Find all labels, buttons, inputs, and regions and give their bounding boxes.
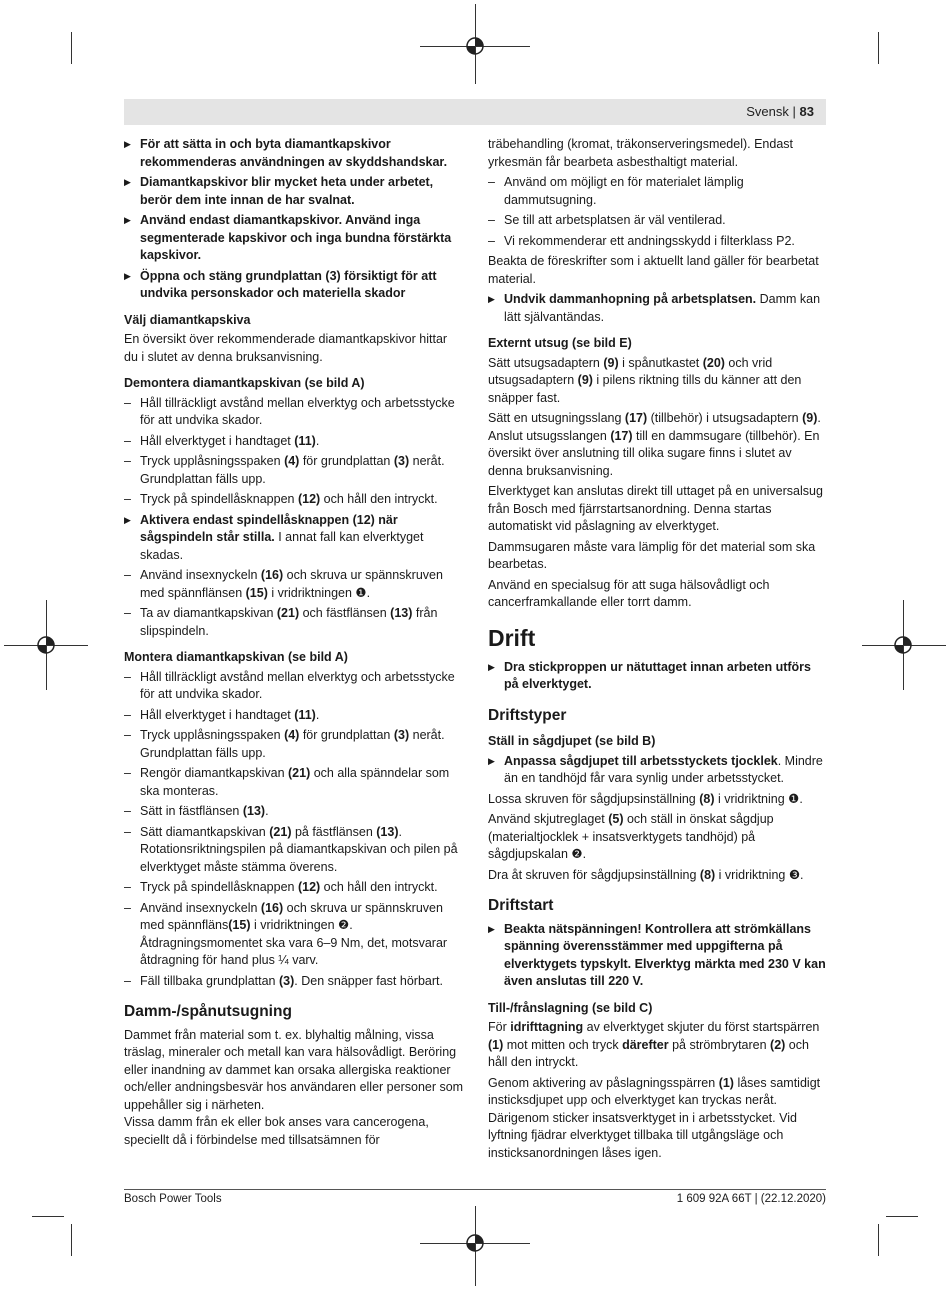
paragraph — [488, 577, 828, 612]
text-run: Ta av diamantkapskivan — [140, 606, 277, 620]
text-run: Tryck upplåsningsspaken — [140, 728, 285, 742]
bold-text: (2) — [770, 1037, 786, 1052]
text-run: Tryck på spindellåsknappen — [140, 492, 298, 506]
paragraph: En översikt över rekommenderade diamantkapskivor hittar du i slutet av denna bruksanvisning. — [124, 332, 448, 364]
text-run: och håll den intryckt. — [488, 1037, 809, 1069]
text-run: i pilens riktning tills du känner att den snäpper fast. — [488, 373, 802, 405]
list-item — [124, 433, 464, 451]
crop-mark — [32, 1216, 64, 1217]
section-title: Driftstyper — [488, 706, 567, 724]
bold-text: därefter — [622, 1037, 669, 1052]
bold-text: (15) — [228, 918, 251, 932]
list-item — [488, 233, 828, 251]
list-item — [124, 803, 464, 821]
section-title: Driftstart — [488, 897, 554, 914]
crop-mark — [886, 1216, 918, 1217]
text-run: . Rotationsriktningspilen på diamantkapskivan och pilen på elverktyget måste stämma överens. — [140, 824, 458, 874]
text-run: och skruva ur spännskruven med spännflänsen — [140, 568, 443, 600]
bold-text: (13) — [390, 606, 413, 620]
bold-text: (3) — [393, 454, 410, 468]
bold-text: Aktivera endast spindellåsknappen (12) när sågspindeln står stilla. — [140, 512, 398, 544]
crop-mark — [71, 32, 72, 64]
bold-text: (17) — [624, 411, 648, 425]
text-run: Lossa skruven för sågdjupsinställning — [488, 791, 700, 806]
text-run: för grundplattan — [299, 454, 394, 468]
text-run: Se till att arbetsplatsen är väl ventilerad. — [504, 213, 726, 227]
page-header-text — [746, 104, 814, 119]
bold-text: idrifttagning — [510, 1020, 584, 1034]
bold-text: (12) — [297, 880, 321, 894]
mount-steps — [124, 669, 464, 991]
list-item — [488, 212, 828, 230]
section-heading: Till-/frånslagning (se bild C) — [488, 1000, 653, 1015]
paragraph — [488, 867, 828, 885]
paragraph: Vissa damm från ek eller bok anses vara cancerogena, speciellt då i förbindelse med tillsatsämnen för — [124, 1115, 429, 1147]
paragraph: Dammet från material som t. ex. blyhaltig målning, vissa träslag, mineraler och metall kan vara hälsovådligt. Beröring eller inandning av dammet kan orsaka allergiska reaktioner och/eller andningsbesvär hos användaren eller personer som uppehåller sig i närheten. — [124, 1027, 464, 1112]
list-item — [124, 824, 464, 877]
text-run: . — [265, 804, 269, 818]
bold-text: (11) — [294, 707, 316, 722]
text-run: i spånutkastet — [618, 355, 703, 370]
text-run: Sätt en utsugningsslang — [488, 411, 625, 425]
bold-text: (13) — [242, 804, 266, 818]
text-run: Tryck upplåsningsspaken — [140, 454, 285, 468]
bold-text: (21) — [288, 766, 311, 780]
bold-text: (9) — [802, 411, 818, 425]
registration-target-icon — [464, 1232, 486, 1254]
list-item — [124, 136, 464, 171]
bold-text: Anpassa sågdjupet till arbetsstyckets tjocklek — [504, 753, 778, 768]
list-item — [124, 727, 464, 762]
safety-bullets — [124, 136, 464, 303]
paragraph — [488, 483, 828, 536]
paragraph — [488, 1075, 828, 1163]
warning-bullet — [488, 753, 828, 788]
registration-target-icon — [35, 634, 57, 656]
text-run: och håll den intryckt. — [320, 492, 438, 506]
bold-text: (17) — [610, 428, 633, 443]
text-run: Använd en specialsug för att suga hälsovådligt och cancerframkallande eller torrt damm. — [488, 577, 770, 609]
bold-text: (16) — [260, 568, 284, 582]
list-item — [124, 512, 464, 565]
bold-text: För att sätta in och byta diamantkapskivor rekommenderas användningen av skyddshandskar. — [140, 137, 448, 169]
text-run: . Mindre än en tandhöjd får vara synlig under arbetsstycket. — [504, 753, 823, 785]
list-item — [124, 707, 464, 725]
bold-text: Undvik dammanhopning på arbetsplatsen. — [504, 292, 757, 306]
text-run: låses samtidigt insticksdjupet upp och elverktyget kan tryckas neråt. Därigenom sticker insatsverktyget in i arbetsstycket. Vid lyftning fjädrar elverktyget tillbaka till utgångsläge och insticksanordningen låses igen. — [488, 1075, 821, 1160]
list-item — [124, 879, 464, 897]
bold-text: Använd endast diamantkapskivor. Använd inga segmenterade kapskivor och inga bundna förstärkta kapskivor. — [140, 213, 452, 262]
list-item — [124, 268, 464, 303]
bold-text: (21) — [269, 824, 292, 839]
text-run: Håll tillräckligt avstånd mellan elverktyg och arbetsstycke för att undvika skador. — [140, 669, 455, 701]
external-paragraphs — [488, 355, 828, 612]
list-item — [124, 567, 464, 602]
bold-text: (1) — [488, 1037, 504, 1052]
list-item — [488, 174, 828, 209]
crop-mark — [878, 1224, 879, 1256]
registration-target-icon — [892, 634, 914, 656]
bold-text: (15) — [245, 585, 268, 600]
bold-text: (1) — [718, 1075, 734, 1090]
text-run: på strömbrytaren — [668, 1037, 771, 1052]
crop-mark — [878, 32, 879, 64]
footer-brand: Bosch Power Tools — [124, 1193, 222, 1205]
dust-dashes — [488, 174, 828, 250]
text-run: Vi rekommenderar ett andningsskydd i filterklass P2. — [504, 233, 795, 248]
text-run: Sätt in fästflänsen — [140, 804, 243, 818]
text-run: . Anslut utsugsslangen — [488, 411, 821, 443]
text-run: av elverktyget skjuter du först startspärren — [583, 1020, 820, 1034]
text-run: neråt. Grundplattan fälls upp. — [140, 454, 445, 486]
text-run: . — [315, 433, 320, 448]
paragraph — [488, 410, 828, 480]
text-run: Sätt utsugsadaptern — [488, 355, 604, 370]
text-run: och ställ in önskat sågdjup (materialtjocklek + insatsverktygets tandhöjd) på sågdjupskalan ❷. — [488, 812, 774, 861]
text-run: i vridriktning ❶. — [714, 791, 803, 806]
text-run: Dra åt skruven för sågdjupsinställning — [488, 867, 700, 882]
list-item — [124, 605, 464, 640]
bold-text: (16) — [260, 900, 284, 915]
chapter-title: Drift — [488, 624, 536, 651]
footer-rule — [124, 1189, 826, 1190]
list-item — [124, 900, 464, 970]
section-title: Damm-/spånutsugning — [124, 1003, 292, 1020]
registration-target-icon — [464, 35, 486, 57]
text-run: Elverktyget kan anslutas direkt till uttaget på en universalsug från Bosch med fjärrstartsanordning. Denna startas automatiskt vid påslagning av elverktyget. — [488, 484, 823, 533]
text-run: Fäll tillbaka grundplattan — [140, 973, 279, 988]
text-run: Tryck på spindellåsknappen — [140, 880, 298, 894]
list-item — [124, 395, 464, 430]
bold-text: (13) — [376, 824, 399, 839]
remove-steps — [124, 395, 464, 641]
text-run: och vrid utsugsadaptern — [488, 355, 773, 387]
bold-text: Diamantkapskivor blir mycket heta under arbetet, berör dem inte innan de har svalnat. — [140, 175, 434, 207]
list-item — [124, 765, 464, 800]
list-item — [124, 212, 464, 265]
paragraph: Beakta de föreskrifter som i aktuellt land gäller för bearbetat material. — [488, 254, 819, 286]
list-item — [124, 453, 464, 488]
warning-bullet — [488, 291, 828, 326]
warning-bullet — [488, 921, 828, 991]
bold-text: (4) — [284, 454, 300, 468]
section-heading: Demontera diamantkapskivan (se bild A) — [124, 376, 365, 390]
text-run: i vridriktningen ❷. Åtdragningsmomentet ska vara 6–9 Nm, det, motsvarar åtdragning för hand plus ¼ varv. — [140, 918, 448, 967]
paragraph — [488, 791, 828, 809]
crop-mark — [71, 1224, 72, 1256]
text-run: och håll den intryckt. — [320, 880, 438, 894]
footer-code: 1 609 92A 66T | (22.12.2020) — [676, 1193, 826, 1205]
text-run: för grundplattan — [299, 728, 394, 742]
text-run: . Den snäpper fast hörbart. — [294, 973, 443, 988]
text-run: Håll elverktyget i handtaget — [140, 707, 295, 722]
bold-text: (3) — [278, 973, 295, 988]
bold-text: (9) — [603, 355, 619, 370]
text-run: Använd om möjligt en för materialet lämplig dammutsugning. — [504, 175, 744, 207]
header-language: Svensk — [746, 104, 789, 119]
text-run: (tillbehör) i utsugsadaptern — [647, 411, 803, 425]
text-run: till en dammsugare (tillbehör). En översikt över anslutning till olika sugare finns i slutet av denna bruksanvisning. — [488, 428, 820, 478]
text-run: Håll tillräckligt avstånd mellan elverktyg och arbetsstycke för att undvika skador. — [140, 395, 455, 427]
text-run: . — [315, 707, 320, 722]
text-run: från slipspindeln. — [140, 606, 438, 638]
text-run: Håll elverktyget i handtaget — [140, 433, 295, 448]
bold-text: (8) — [699, 867, 716, 882]
paragraph — [488, 355, 828, 408]
text-run: och alla spänndelar som ska monteras. — [140, 766, 450, 798]
left-column — [124, 136, 464, 1152]
paragraph — [488, 811, 828, 864]
bullet-text: Dra stickproppen ur nätuttaget innan arbeten utförs på elverktyget. — [504, 659, 811, 691]
text-run: För — [488, 1020, 511, 1034]
bold-text: (4) — [284, 728, 300, 742]
text-run: i vridriktning ❸. — [715, 867, 804, 882]
text-run: Sätt diamantkapskivan — [140, 824, 270, 839]
bold-text: Öppna och stäng grundplattan (3) försiktigt för att undvika personskador och materiella skador — [140, 268, 437, 300]
section-heading: Externt utsug (se bild E) — [488, 336, 632, 350]
bold-text: (9) — [577, 373, 593, 387]
text-run: Rengör diamantkapskivan — [140, 766, 288, 780]
text-run: Använd insexnyckeln — [140, 900, 261, 915]
paragraph: träbehandling (kromat, träkonserveringsmedel). Endast yrkesmän får bearbeta asbesthaltigt material. — [488, 137, 794, 169]
bold-text: (3) — [393, 728, 410, 742]
text-run: och fästflänsen — [299, 606, 391, 620]
list-item — [124, 669, 464, 704]
text-run: Använd skjutreglaget — [488, 812, 609, 826]
text-run: I annat fall kan elverktyget skadas. — [140, 530, 424, 562]
switch-paragraphs — [488, 1019, 828, 1162]
header-separator: | — [792, 104, 796, 119]
text-run: i vridriktningen ❶. — [267, 585, 371, 600]
text-run: Använd insexnyckeln — [140, 568, 261, 582]
bold-text: (8) — [699, 791, 715, 806]
section-heading: Välj diamantkapskiva — [124, 312, 251, 327]
depth-paragraphs — [488, 791, 828, 885]
paragraph — [488, 539, 828, 574]
list-item — [124, 491, 464, 509]
list-item — [124, 174, 464, 209]
paragraph — [488, 1019, 828, 1072]
right-column — [488, 136, 828, 1165]
text-run: neråt. Grundplattan fälls upp. — [140, 728, 445, 760]
warning-bullet — [488, 659, 828, 694]
text-run: Dammsugaren måste vara lämplig för det material som ska bearbetas. — [488, 539, 816, 571]
section-heading: Montera diamantkapskivan (se bild A) — [124, 650, 348, 664]
bullet-text: Beakta nätspänningen! Kontrollera att strömkällans spänning överensstämmer med uppgifterna på elverktygets typskylt. Elverktyg märkta med 230 V kan även anslutas till 220 V. — [504, 921, 826, 988]
page-number: 83 — [799, 104, 814, 119]
bold-text: (20) — [702, 355, 725, 370]
bold-text: (21) — [276, 606, 300, 620]
bold-text: (12) — [297, 492, 321, 506]
text-run: Genom aktivering av påslagningsspärren — [488, 1075, 719, 1090]
section-heading: Ställ in sågdjupet (se bild B) — [488, 734, 656, 748]
text-run: på fästflänsen — [291, 824, 377, 839]
bold-text: (5) — [608, 812, 624, 826]
page-header — [124, 99, 826, 125]
text-run: Damm kan lätt självantändas. — [504, 292, 821, 324]
text-run: mot mitten och tryck — [503, 1037, 623, 1052]
bold-text: (11) — [294, 433, 316, 448]
list-item — [124, 973, 464, 991]
text-run: och skruva ur spännskruven med spännfläns — [140, 900, 443, 932]
